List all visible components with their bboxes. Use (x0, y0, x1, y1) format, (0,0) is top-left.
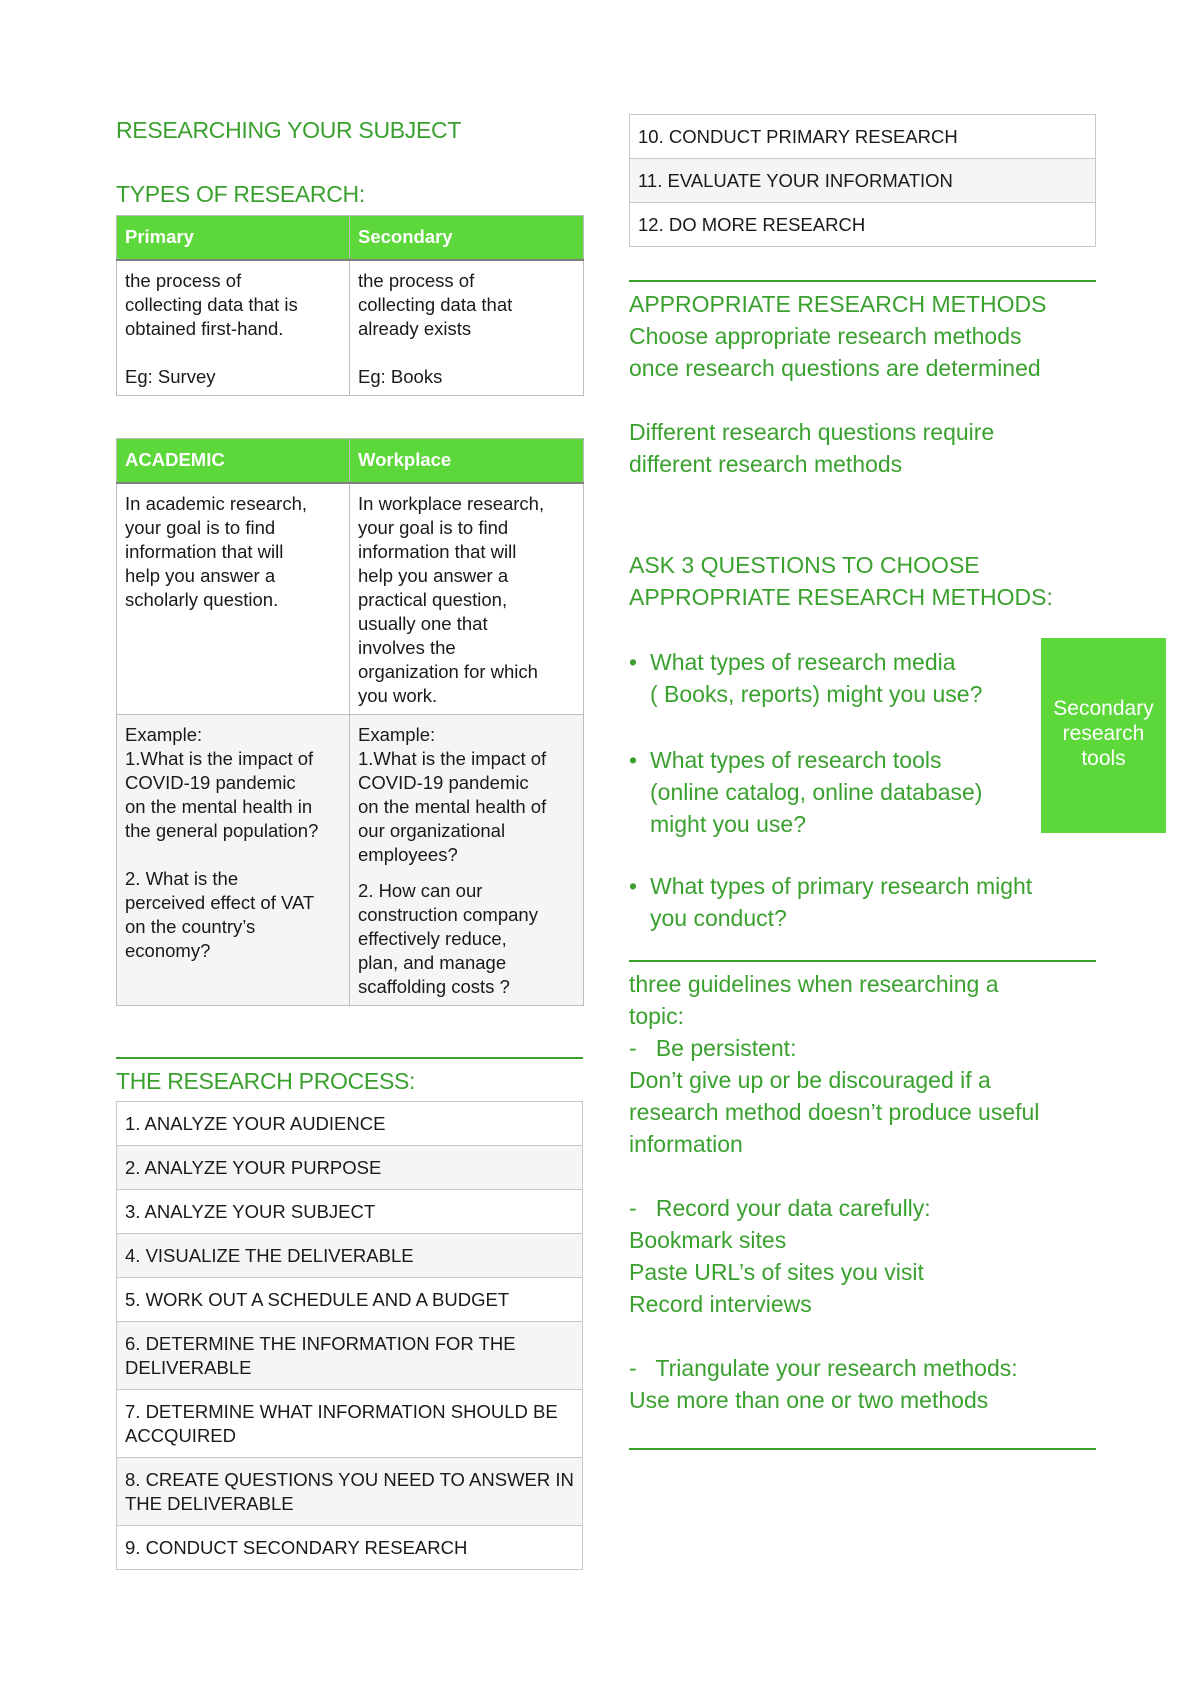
academic-goal (117, 483, 350, 715)
page-heading: RESEARCHING YOUR SUBJECT (116, 117, 462, 143)
text-line: Example: (358, 724, 436, 745)
academic-examples (117, 715, 350, 1006)
text-line: Choose appropriate research methods (629, 323, 1022, 349)
text-line: effectively reduce, (358, 928, 507, 949)
bullet-icon: • (629, 747, 638, 773)
secondary-definition (350, 260, 584, 396)
text-line: the general population? (125, 820, 319, 841)
text-line: might you use? (650, 811, 806, 837)
question-list (629, 646, 1099, 934)
types-heading: TYPES OF RESEARCH: (116, 181, 365, 207)
process-step: 9. CONDUCT SECONDARY RESEARCH (117, 1526, 583, 1570)
text-line: already exists (358, 318, 472, 339)
text-line: three guidelines when researching a (629, 971, 999, 997)
text-line: different research methods (629, 451, 903, 477)
text-line: ( Books, reports) might you use? (650, 681, 983, 707)
text-line: involves the (358, 637, 456, 658)
text-line: scaffolding costs ? (358, 976, 510, 997)
divider (116, 1057, 583, 1059)
text-line: 1.What is the impact of (125, 748, 314, 769)
text-line: information that will (358, 541, 517, 562)
text-line: 1.What is the impact of (358, 748, 547, 769)
text-line: Paste URL’s of sites you visit (629, 1259, 924, 1285)
text-line: Don’t give up or be discouraged if a (629, 1067, 991, 1093)
process-step: 5. WORK OUT A SCHEDULE AND A BUDGET (117, 1278, 583, 1322)
text-line: What types of research media (650, 649, 956, 675)
text-line: Example: (125, 724, 203, 745)
process-step: 1. ANALYZE YOUR AUDIENCE (117, 1102, 583, 1146)
text-line: What types of primary research might (650, 873, 1033, 899)
text-line: Different research questions require (629, 419, 995, 445)
text-line: help you answer a (125, 565, 276, 586)
text-line: In academic research, (125, 493, 308, 514)
header-workplace: Workplace (350, 439, 584, 484)
text-line: economy? (125, 940, 211, 961)
question-item (629, 646, 1099, 710)
bullet-icon: • (629, 649, 638, 675)
divider (629, 280, 1096, 282)
question-item (629, 870, 1099, 934)
text-line: APPROPRIATE RESEARCH METHODS: (629, 584, 1053, 610)
process-step: 11. EVALUATE YOUR INFORMATION (630, 159, 1096, 203)
primary-example: Eg: Survey (125, 366, 216, 387)
text-line: on the mental health of (358, 796, 547, 817)
header-academic: ACADEMIC (117, 439, 350, 484)
text-line: once research questions are determined (629, 355, 1041, 381)
secondary-example: Eg: Books (358, 366, 443, 387)
methods-section (629, 288, 1099, 480)
process-heading: THE RESEARCH PROCESS: (116, 1068, 416, 1094)
guideline-title: - Triangulate your research methods: (629, 1355, 1018, 1381)
text-line: practical question, (358, 589, 508, 610)
guideline-title: - Record your data carefully: (629, 1195, 931, 1221)
process-step: 3. ANALYZE YOUR SUBJECT (117, 1190, 583, 1234)
research-process-steps-continued (629, 114, 1096, 247)
text-line: Record interviews (629, 1291, 812, 1317)
question-item (629, 744, 1099, 840)
primary-definition (117, 260, 350, 396)
text-line: collecting data that is (125, 294, 298, 315)
text-line: you work. (358, 685, 438, 706)
guideline-title: - Be persistent: (629, 1035, 797, 1061)
header-primary: Primary (117, 216, 350, 261)
text-line: ASK 3 QUESTIONS TO CHOOSE (629, 552, 980, 578)
text-line: Secondary (1053, 697, 1154, 720)
header-secondary: Secondary (350, 216, 584, 261)
text-line: the process of (125, 270, 242, 291)
process-step: 10. CONDUCT PRIMARY RESEARCH (630, 115, 1096, 159)
research-context-table (116, 438, 584, 1006)
text-line: What types of research tools (650, 747, 942, 773)
text-line: on the mental health in (125, 796, 313, 817)
text-line: employees? (358, 844, 458, 865)
text-line: research (1062, 722, 1145, 745)
text-line: our organizational (358, 820, 506, 841)
text-line: you conduct? (650, 905, 787, 931)
text-line: plan, and manage (358, 952, 507, 973)
text-line: the process of (358, 270, 475, 291)
text-line: research method doesn’t produce useful (629, 1099, 1040, 1125)
text-line: on the country’s (125, 916, 256, 937)
text-line: help you answer a (358, 565, 509, 586)
text-line: Bookmark sites (629, 1227, 787, 1253)
workplace-examples (350, 715, 584, 1006)
research-process-steps (116, 1101, 583, 1570)
text-line: organization for which (358, 661, 538, 682)
secondary-research-tools-callout (1041, 638, 1166, 833)
text-line: COVID-19 pandemic (358, 772, 529, 793)
types-of-research-table (116, 215, 584, 396)
guidelines-section (629, 968, 1104, 1416)
text-line: Use more than one or two methods (629, 1387, 989, 1413)
divider (629, 1448, 1096, 1450)
text-line: your goal is to find (358, 517, 509, 538)
text-line: collecting data that (358, 294, 513, 315)
workplace-goal (350, 483, 584, 715)
text-line: information that will (125, 541, 284, 562)
text-line: 2. How can our (358, 880, 483, 901)
text-line: obtained first-hand. (125, 318, 284, 339)
text-line: (online catalog, online database) (650, 779, 983, 805)
methods-heading: APPROPRIATE RESEARCH METHODS (629, 291, 1047, 317)
text-line: construction company (358, 904, 538, 925)
bullet-icon: • (629, 873, 638, 899)
process-step: 12. DO MORE RESEARCH (630, 203, 1096, 247)
text-line: In workplace research, (358, 493, 545, 514)
text-line: topic: (629, 1003, 684, 1029)
text-line: usually one that (358, 613, 488, 634)
process-step: 6. DETERMINE THE INFORMATION FOR THE DELIVERABLE (117, 1322, 583, 1390)
text-line: scholarly question. (125, 589, 279, 610)
text-line: 2. What is the (125, 868, 239, 889)
divider (629, 960, 1096, 962)
text-line: COVID-19 pandemic (125, 772, 296, 793)
text-line: information (629, 1131, 743, 1157)
process-step: 4. VISUALIZE THE DELIVERABLE (117, 1234, 583, 1278)
text-line: tools (1081, 747, 1126, 770)
text-line: your goal is to find (125, 517, 276, 538)
process-step: 8. CREATE QUESTIONS YOU NEED TO ANSWER IN THE DELIVERABLE (117, 1458, 583, 1526)
ask-questions-heading (629, 549, 1099, 613)
process-step: 7. DETERMINE WHAT INFORMATION SHOULD BE ACCQUIRED (117, 1390, 583, 1458)
text-line: perceived effect of VAT (125, 892, 315, 913)
process-step: 2. ANALYZE YOUR PURPOSE (117, 1146, 583, 1190)
